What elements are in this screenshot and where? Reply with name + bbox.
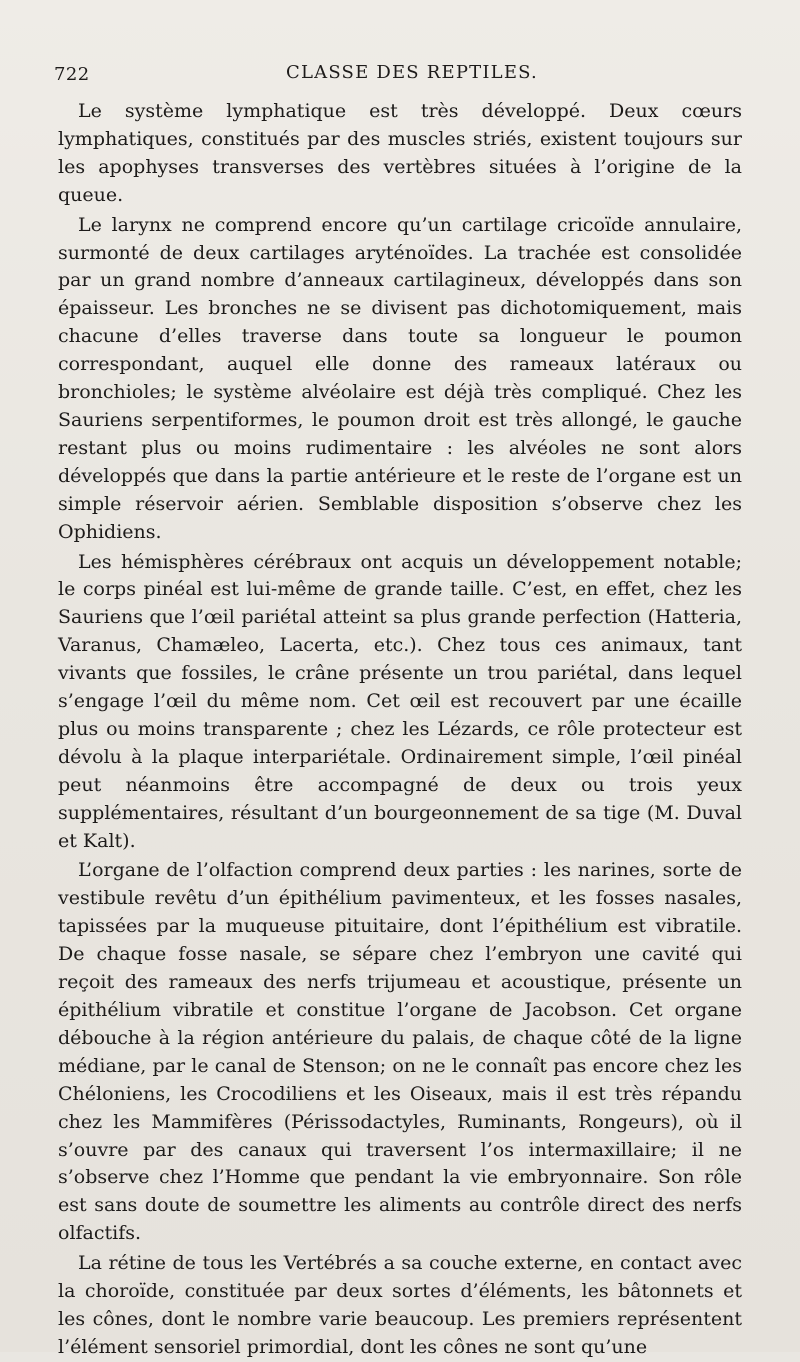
paragraph-olfaction: L’organe de l’olfaction comprend deux parties : les narines, sorte de vestibule revêtu d’un épithélium pavimenteux, et les fosses nasales, tapissées par la muqueuse pituitaire, dont l’épithélium est vibratile. De chaque fosse nasale, se sépare chez l’embryon une cavité qui reçoit des rameaux des nerfs trijumeau et acoustique, présente un épithélium vibratile et constitue l’organe de Jacobson. Cet organe débouche à la région antérieure du palais, de chaque côté de la ligne médiane, par le canal de Stenson; on ne le connaît pas encore chez les Chéloniens, les Crocodiliens et les Oiseaux, mais il est très répandu chez les Mammifères (Périssodactyles, Ruminants, Rongeurs), où il s’ouvre par des canaux qui traversent l’os intermaxillaire; il ne s’observe chez l’Homme que pendant la vie embryonnaire. Son rôle est sans doute de soumettre les aliments au contrôle direct des nerfs olfactifs. xyxy=(58,859,742,1245)
page-number: 722 xyxy=(54,64,90,85)
page-footer xyxy=(0,1324,800,1344)
page-header xyxy=(54,58,746,88)
paragraph-brain-parietal-eye: Les hémisphères cérébraux ont acquis un développement notable; le corps pinéal est lui-même de grande taille. C’est, en effet, chez les Sauriens que l’œil pariétal atteint sa plus grande perfection (Hatteria, Varanus, Chamæleo, Lacerta, etc.). Chez tous ces animaux, tant vivants que fossiles, le crâne présente un trou pariétal, dans lequel s’engage l’œil du même nom. Cet œil est recouvert par une écaille plus ou moins transparente ; chez les Lézards, ce rôle protecteur est dévolu à la plaque interpariétale. Ordinairement simple, l’œil pinéal peut néanmoins être accompagné de deux ou trois yeux supplémentaires, résultant d’un bourgeonnement de sa tige (M. Duval et Kalt). xyxy=(58,550,742,852)
paragraph-larynx-lungs: Le larynx ne comprend encore qu’un cartilage cricoïde annulaire, surmonté de deux cartilages aryténoïdes. La trachée est consolidée par un grand nombre d’anneaux cartilagineux, développés dans son épaisseur. Les bronches ne se divisent pas dichotomiquement, mais chacune d’elles traverse dans toute sa longueur le poumon correspondant, auquel elle donne des rameaux latéraux ou bronchioles; le système alvéolaire est déjà très compliqué. Chez les Sauriens serpentiformes, le poumon droit est très allongé, le gauche restant plus ou moins rudimentaire : les alvéoles ne sont alors développés que dans la partie antérieure et le reste de l’organe est un simple réservoir aérien. Semblable disposition s’observe chez les Ophidiens. xyxy=(58,213,742,543)
running-title: CLASSE DES REPTILES. xyxy=(286,62,538,83)
paragraph-retina: La rétine de tous les Vertébrés a sa couche externe, en contact avec la choroïde, constituée par deux sortes d’éléments, les bâtonnets et les cônes, dont le nombre varie beaucoup. Les premiers représentent l’élément sensoriel primordial, dont les cônes ne sont qu’une xyxy=(58,1252,742,1358)
body-text xyxy=(58,98,742,1362)
paragraph-lymphatic-system: Le système lymphatique est très développé. Deux cœurs lymphatiques, constitués par des muscles striés, existent toujours sur les apophyses transverses des vertèbres situées à l’origine de la queue. xyxy=(58,100,742,206)
